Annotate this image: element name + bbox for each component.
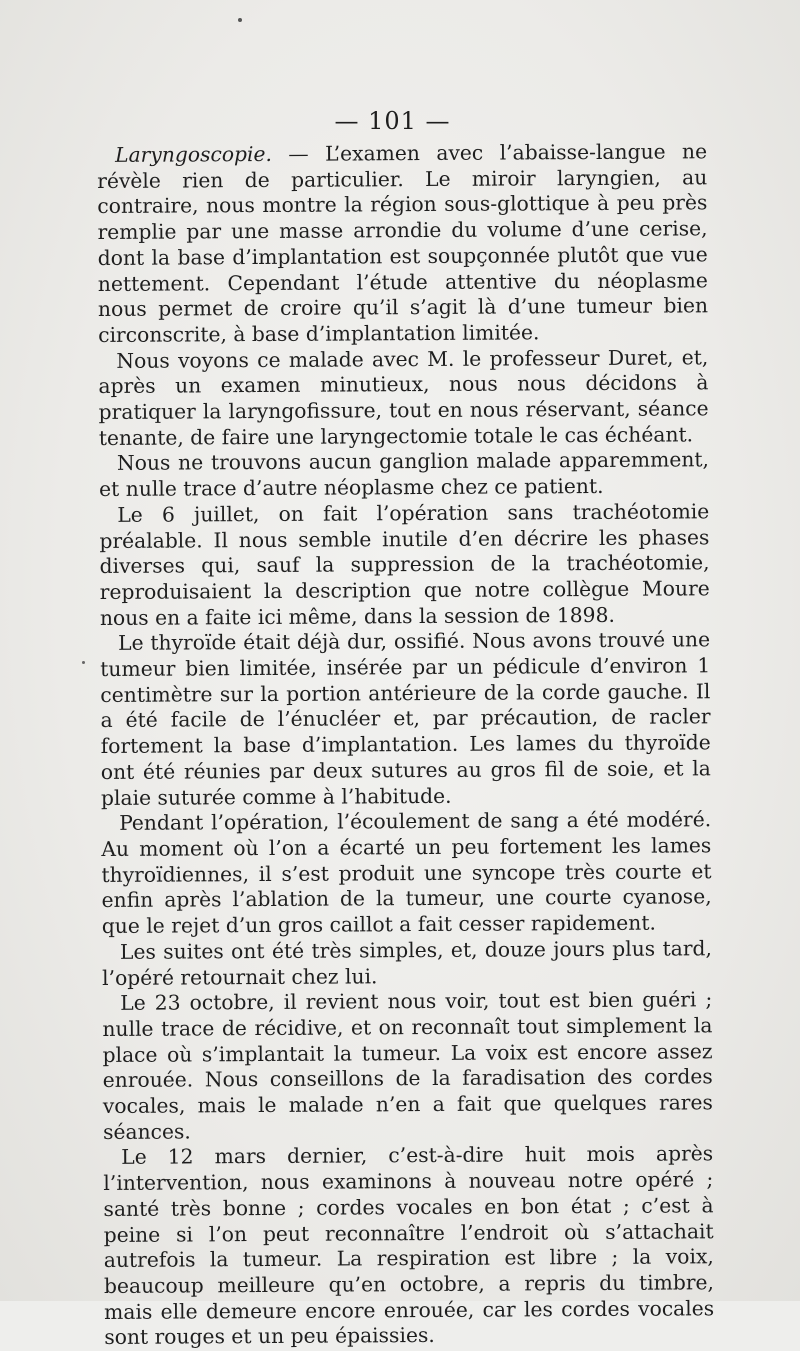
- ink-speck: [82, 661, 85, 664]
- paragraph: [99, 499, 710, 631]
- paragraph: [102, 936, 712, 991]
- paragraph: [99, 448, 709, 503]
- paragraph: [101, 808, 712, 940]
- body-text: [97, 139, 714, 1351]
- paragraph-text: Le thyroïde était déjà dur, ossifié. Nous avons trouvé une tumeur bien limitée, insérée par un pédicule d’environ 1 centimètre sur la portion antérieure de la corde gauche. Il a été facile de l’énucléer et, par précaution, de racler fortement la base d’implantation. Les lames du thyroïde ont été réunies par deux sutures au gros fil de soie, et la plaie suturée comme à l’habitude.: [100, 627, 711, 810]
- paragraph-text: Le 6 juillet, on fait l’opération sans trachéotomie préalable. Il nous semble inutile d’en décrire les phases diverses qui, sauf la suppression de la trachéotomie, reproduisaient la description que notre collègue Moure nous en a faite ici même, dans la session de 1898.: [99, 499, 710, 630]
- paragraph-text: Pendant l’opération, l’écoulement de sang a été modéré. Au moment où l’on a écarté un peu fortement les lames thyroïdiennes, il s’est produit une syncope très courte et enfin après l’ablation de la tumeur, une courte cyanose, que le rejet d’un gros caillot a fait cesser rapidement.: [101, 807, 712, 939]
- ink-speck: [238, 18, 242, 22]
- paragraph-text: Le 23 octobre, il revient nous voir, tout est bien guéri ; nulle trace de récidive, et on reconnaît tout simplement la place où s’implantait la tumeur. La voix est encore assez enrouée. Nous conseillons de la faradisation des cordes vocales, mais le malade n’en a fait que quelques rares séances.: [102, 987, 713, 1144]
- paragraph-text: — L’examen avec l’abaisse-langue ne révèle rien de particulier. Le miroir laryngien, au contraire, nous montre la région sous-glottique à peu près remplie par une masse arrondie du volume d’une cerise, dont la base d’implantation est soupçonnée plutôt que vue nettement. Cependant l’étude attentive du néoplasme nous permet de croire qu’il s’agit là d’une tumeur bien circonscrite, à base d’implantation limitée.: [97, 139, 709, 347]
- paragraph: [100, 628, 711, 812]
- paragraph-laryngoscopie: [97, 139, 708, 348]
- paragraph: [102, 987, 713, 1145]
- paragraph-text: Le 12 mars dernier, c’est-à-dire huit mois après l’intervention, nous examinons à nouveau notre opéré ; santé très bonne ; cordes vocales en bon état ; c’est à peine si l’on peut reconnaître l’endroit où s’attachait autrefois la tumeur. La respiration est libre ; la voix, beaucoup meilleure qu’en octobre, a repris du timbre, mais elle demeure encore enrouée, car les cordes vocales sont rouges et un peu épaissies.: [103, 1141, 715, 1350]
- paragraph: [98, 345, 709, 452]
- page-number: — 101 —: [334, 107, 451, 135]
- paragraph-text: Nous ne trouvons aucun ganglion malade apparemment, et nulle trace d’autre néoplasme chez ce patient.: [99, 447, 710, 502]
- section-rubric: Laryngoscopie.: [114, 141, 273, 167]
- paragraph-text: Nous voyons ce malade avec M. le professeur Duret, et, après un examen minutieux, nous nous décidons à pratiquer la laryngofissure, tout en nous réservant, séance tenante, de faire une laryngectomie totale le cas échéant.: [98, 344, 709, 450]
- paragraph: [103, 1142, 714, 1351]
- paragraph-text: Les suites ont été très simples, et, douze jours plus tard, l’opéré retournait chez lui.: [102, 936, 713, 990]
